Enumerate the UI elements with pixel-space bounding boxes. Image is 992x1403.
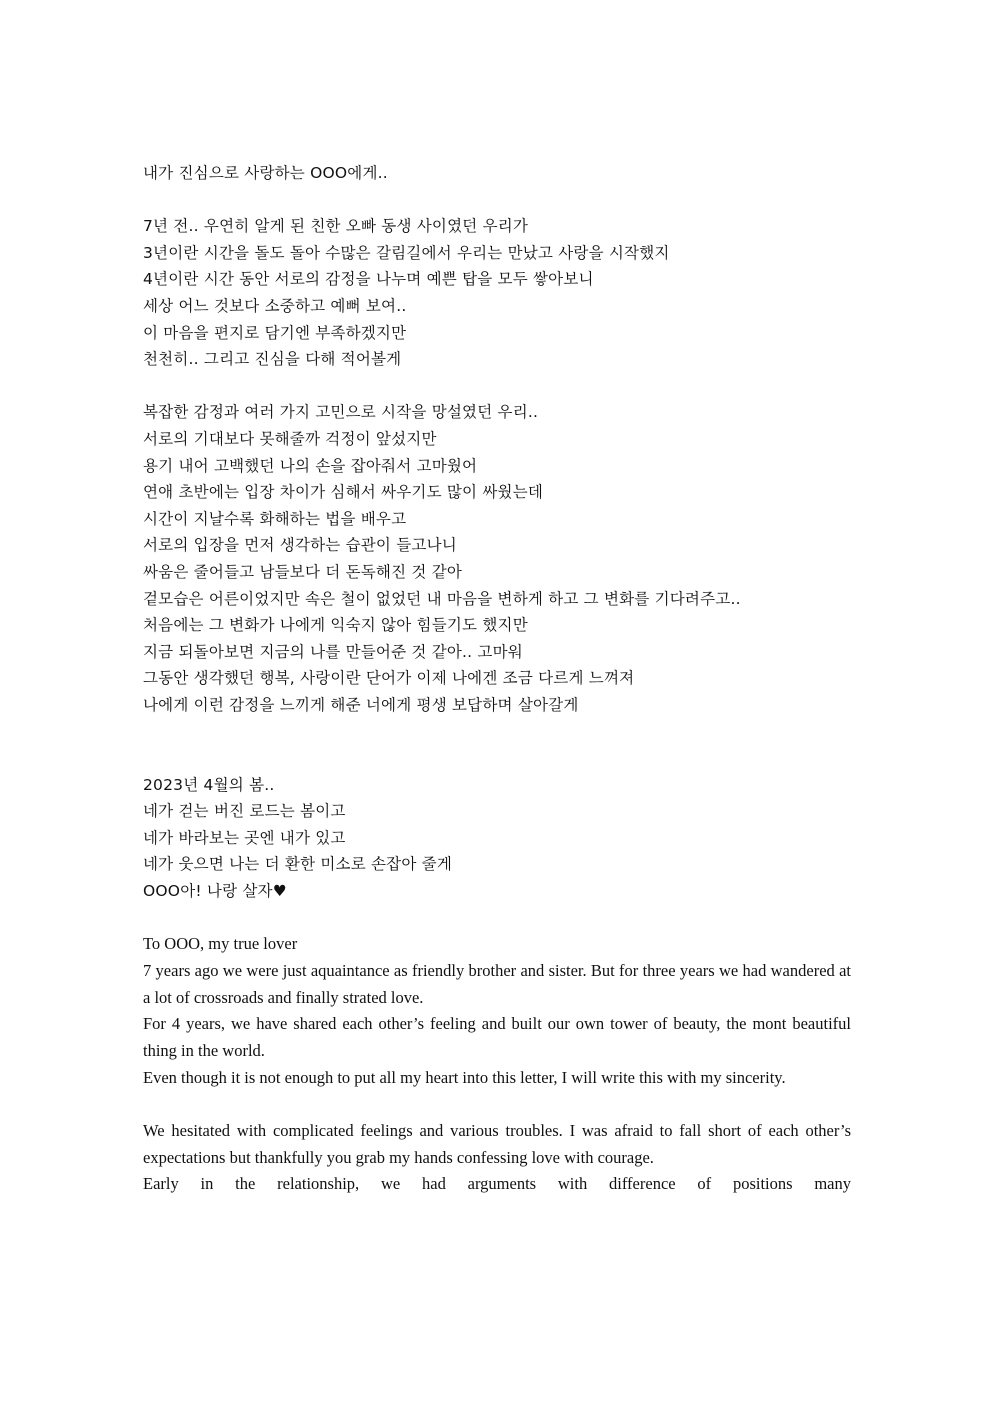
korean-line: 싸움은 줄어들고 남들보다 더 돈독해진 것 같아 bbox=[143, 562, 463, 581]
english-paragraph: 7 years ago we were just aquaintance as friendly brother and sister. But for three years we had wandered at a lot of crossroads and finally strated love. bbox=[143, 960, 851, 1007]
korean-line: 서로의 기대보다 못해줄까 걱정이 앞섰지만 bbox=[143, 429, 437, 448]
english-paragraph-continued: Early in the relationship, we had arguments with difference of positions many bbox=[143, 1174, 851, 1194]
english-paragraph: We hesitated with complicated feelings and various troubles. I was afraid to fall short of each other’s expectations but thankfully you grab my hands confessing love with courage. bbox=[143, 1121, 851, 1167]
korean-line: 2023년 4월의 봄.. bbox=[143, 775, 275, 794]
korean-line: 시간이 지날수록 화해하는 법을 배우고 bbox=[143, 509, 407, 528]
korean-line: 7년 전.. 우연히 알게 된 친한 오빠 동생 사이였던 우리가 bbox=[143, 217, 529, 236]
korean-stanza-1 bbox=[143, 213, 851, 373]
letter-page bbox=[143, 160, 851, 1198]
blank-line bbox=[143, 905, 851, 932]
english-paragraph: Even though it is not enough to put all my heart into this letter, I will write this with my sincerity. bbox=[143, 1067, 786, 1087]
korean-line: 네가 웃으면 나는 더 환한 미소로 손잡아 줄게 bbox=[143, 855, 453, 874]
korean-line: 3년이란 시간을 돌도 돌아 수많은 갈림길에서 우리는 만났고 사랑을 시작했지 bbox=[143, 243, 670, 262]
korean-line: 나에게 이런 감정을 느끼게 해준 너에게 평생 보답하며 살아갈게 bbox=[143, 695, 579, 714]
korean-line: OOO아! 나랑 살자♥ bbox=[143, 882, 287, 901]
blank-line bbox=[143, 1091, 851, 1118]
korean-stanza-2 bbox=[143, 399, 851, 718]
korean-line: 용기 내어 고백했던 나의 손을 잡아줘서 고마웠어 bbox=[143, 456, 478, 475]
korean-greeting: 내가 진심으로 사랑하는 OOO에게.. bbox=[143, 164, 388, 182]
blank-line bbox=[143, 373, 851, 400]
blank-lines bbox=[143, 718, 851, 771]
korean-line: 서로의 입장을 먼저 생각하는 습관이 들고나니 bbox=[143, 536, 457, 555]
korean-line: 겉모습은 어른이었지만 속은 철이 없었던 내 마음을 변하게 하고 그 변화를 기다려주고.. bbox=[143, 589, 741, 608]
korean-line: 네가 걷는 버진 로드는 봄이고 bbox=[143, 802, 346, 821]
korean-line: 4년이란 시간 동안 서로의 감정을 나누며 예쁜 탑을 모두 쌓아보니 bbox=[143, 270, 594, 289]
korean-line: 연애 초반에는 입장 차이가 심해서 싸우기도 많이 싸웠는데 bbox=[143, 483, 544, 502]
blank-line bbox=[143, 187, 851, 214]
korean-line: 처음에는 그 변화가 나에게 익숙지 않아 힘들기도 했지만 bbox=[143, 616, 528, 635]
korean-line: 천천히.. 그리고 진심을 다해 적어볼게 bbox=[143, 350, 402, 369]
korean-stanza-3 bbox=[143, 772, 851, 905]
korean-line: 세상 어느 것보다 소중하고 예뻐 보여.. bbox=[143, 296, 407, 315]
english-paragraph: For 4 years, we have shared each other’s feeling and built our own tower of beauty, the mont beautiful thing in the world. bbox=[143, 1014, 851, 1061]
korean-line: 이 마음을 편지로 담기엔 부족하겠지만 bbox=[143, 323, 407, 342]
korean-line: 지금 되돌아보면 지금의 나를 만들어준 것 같아.. 고마워 bbox=[143, 642, 523, 661]
english-greeting: To OOO, my true lover bbox=[143, 934, 298, 954]
korean-line: 네가 바라보는 곳엔 내가 있고 bbox=[143, 828, 346, 847]
korean-line: 복잡한 감정과 여러 가지 고민으로 시작을 망설였던 우리.. bbox=[143, 403, 539, 422]
korean-line: 그동안 생각했던 행복, 사랑이란 단어가 이제 나에겐 조금 다르게 느껴져 bbox=[143, 669, 635, 688]
